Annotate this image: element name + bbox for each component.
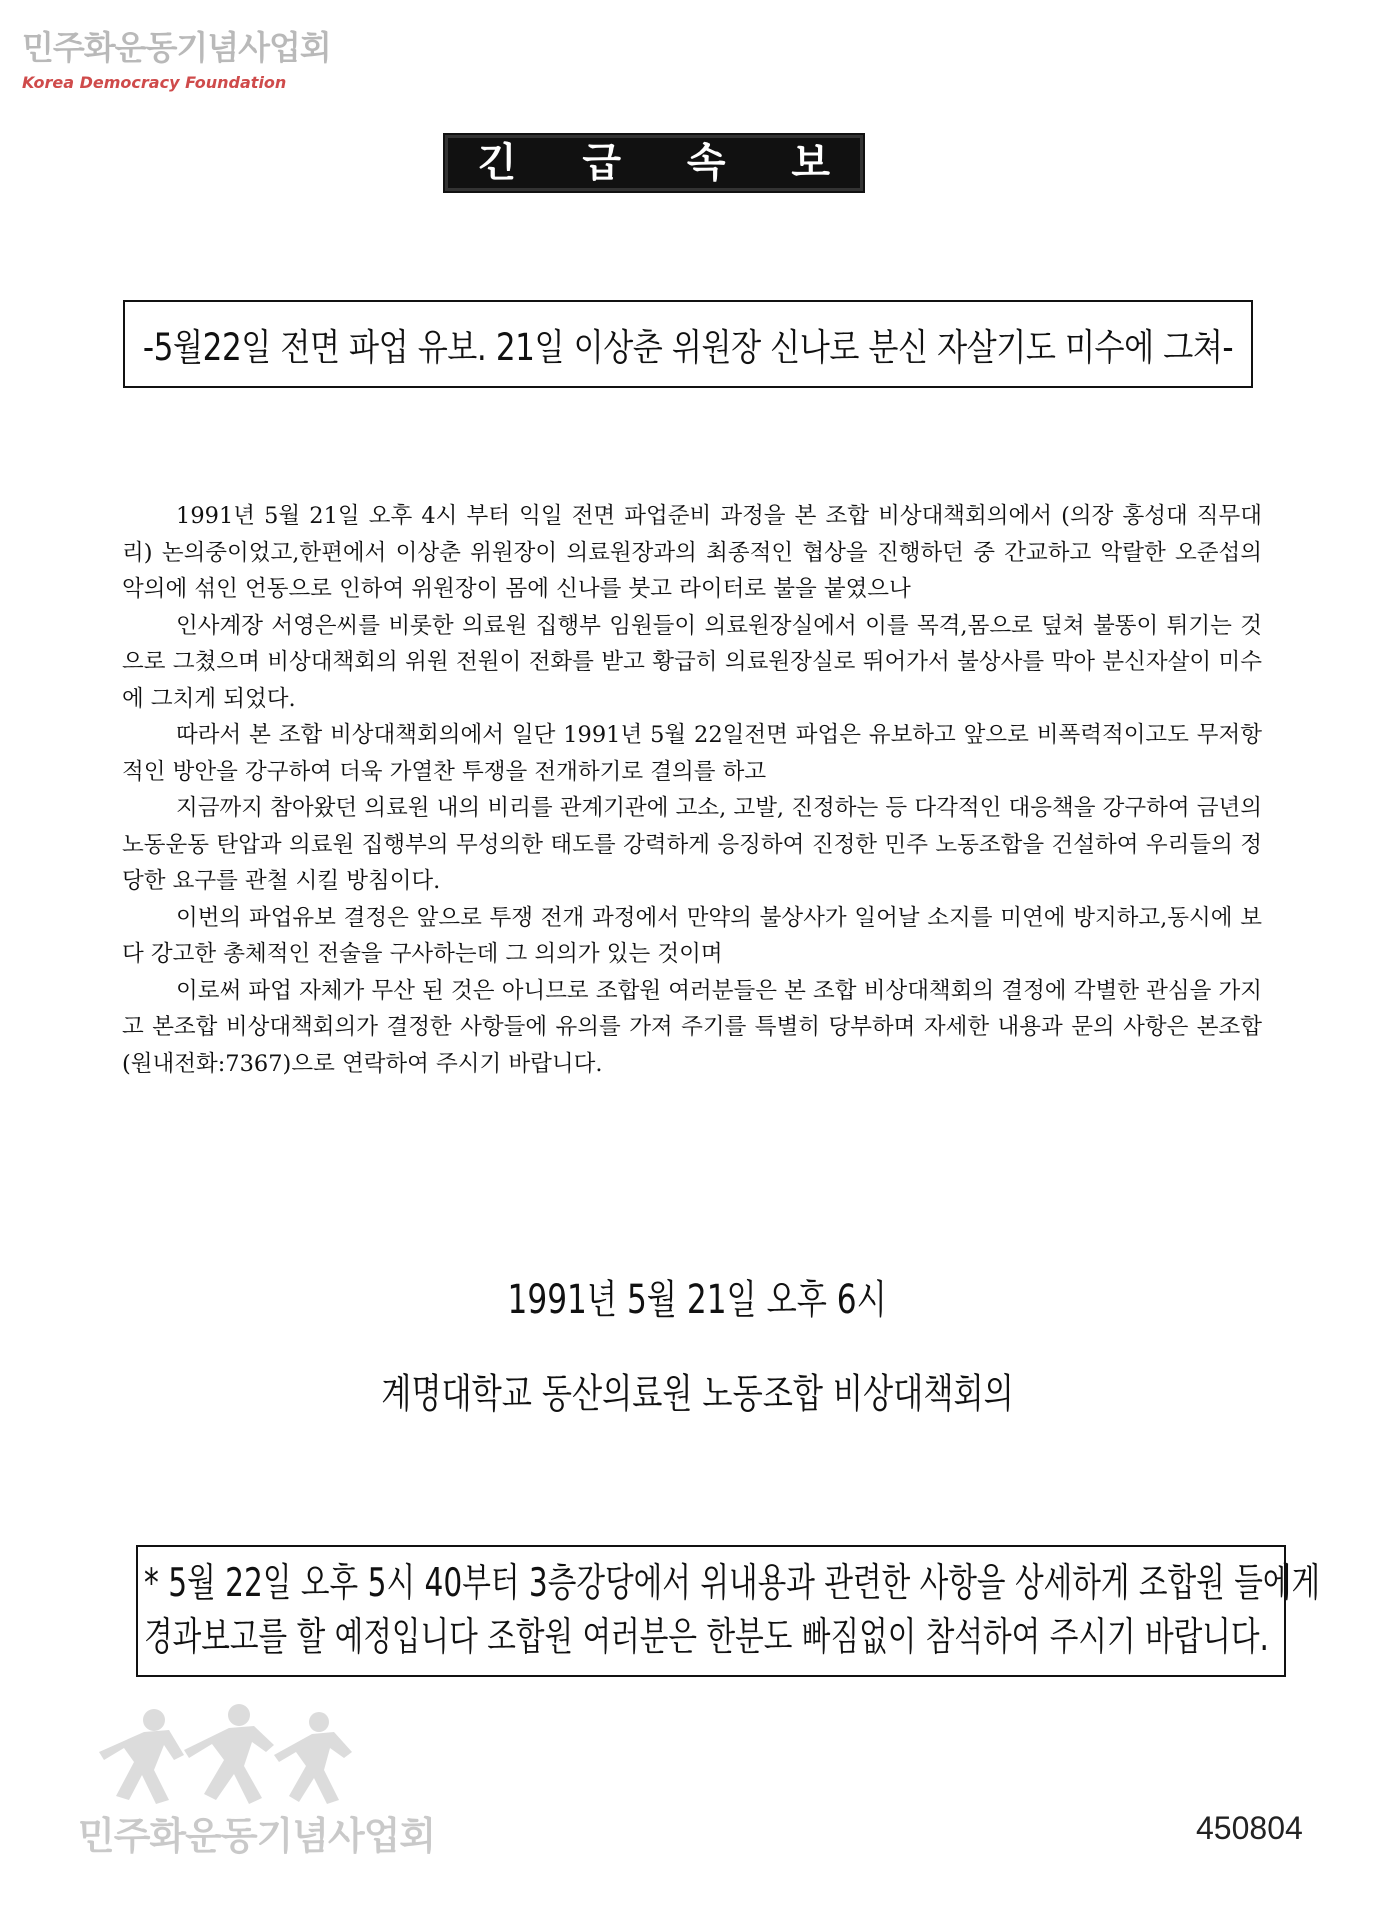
- watermark-bottom: 민주화운동기념사업회: [78, 1814, 436, 1858]
- body-paragraph: 지금까지 참아왔던 의료원 내의 비리를 관계기관에 고소, 고발, 진정하는 등 다각적인 대응책을 강구하여 금년의 노동운동 탄압과 의료원 집행부의 무성의한 태도를 강력하게 응징하여 진정한 민주 노동조합을 건설하여 우리들의 정당한 요구를 관철 시킬 방침이다.: [122, 795, 1262, 894]
- watermark-org-korean: 민주화운동기념사업회: [22, 28, 331, 67]
- banner-char-3: 속: [686, 140, 726, 186]
- banner-char-1: 긴: [477, 140, 517, 186]
- body-text: [122, 498, 1262, 1082]
- headline-box: [123, 300, 1253, 388]
- headline-text: -5월22일 전면 파업 유보. 21일 이상춘 위원장 신나로 분신 자살기도 미수에 그쳐-: [142, 326, 1234, 369]
- body-paragraph: 따라서 본 조합 비상대책회의에서 일단 1991년 5월 22일전면 파업은 유보하고 앞으로 비폭력적이고도 무저항적인 방안을 강구하여 더욱 가열찬 투쟁을 전개하기로 결의를 하고: [122, 722, 1262, 785]
- notice-box: [136, 1545, 1321, 1677]
- banner-char-2: 급: [582, 140, 622, 186]
- organization-line: [0, 1362, 1395, 1419]
- notice-line: 경과보고를 할 예정입니다 조합원 여러분은 한분도 빠짐없이 참석하여 주시기 바랍니다.: [144, 1615, 1269, 1660]
- body-paragraph: 이번의 파업유보 결정은 앞으로 투쟁 전개 과정에서 만약의 불상사가 일어날 소지를 미연에 방지하고,동시에 보다 강고한 총체적인 전술을 구사하는데 그 의의가 있는 것이며: [122, 904, 1262, 967]
- foundation-logo-figures-icon: [84, 1700, 384, 1810]
- date-line: [0, 1268, 1395, 1325]
- banner-char-4: 보: [791, 140, 831, 186]
- organization-text: 계명대학교 동산의료원 노동조합 비상대책회의: [381, 1371, 1014, 1417]
- watermark-org-english: Korea Democracy Foundation: [22, 73, 287, 92]
- document-number: 450804: [1196, 1810, 1303, 1846]
- body-paragraph: 1991년 5월 21일 오후 4시 부터 익일 전면 파업준비 과정을 본 조합 비상대책회의에서 (의장 홍성대 직무대리) 논의중이었고,한편에서 이상춘 위원장이 의료원장과의 최종적인 협상을 진행하던 중 간교하고 악랄한 오준섭의 악의에 섞인 언동으로 인하여 위원장이 몸에 신나를 붓고 라이터로 불을 붙였으나: [122, 503, 1262, 602]
- urgent-bulletin-banner: [443, 133, 865, 193]
- body-paragraph: 이로써 파업 자체가 무산 된 것은 아니므로 조합원 여러분들은 본 조합 비상대책회의 결정에 각별한 관심을 가지고 본조합 비상대책회의가 결정한 사항들에 유의를 가져 주기를 특별히 당부하며 자세한 내용과 문의 사항은 본조합(원내전화:7367)으로 연락하여 주시기 바랍니다.: [122, 977, 1262, 1077]
- body-paragraph: 인사계장 서영은씨를 비롯한 의료원 집행부 임원들이 의료원장실에서 이를 목격,몸으로 덮쳐 불똥이 튀기는 것으로 그쳤으며 비상대책회의 위원 전원이 전화를 받고 황급히 의료원장실로 뛰어가서 불상사를 막아 분신자살이 미수에 그치게 되었다.: [122, 612, 1262, 712]
- watermark-top: [22, 22, 331, 92]
- date-text: 1991년 5월 21일 오후 6시: [507, 1277, 888, 1323]
- notice-line: * 5월 22일 오후 5시 40부터 3층강당에서 위내용과 관련한 사항을 상세하게 조합원 들에게: [144, 1561, 1321, 1606]
